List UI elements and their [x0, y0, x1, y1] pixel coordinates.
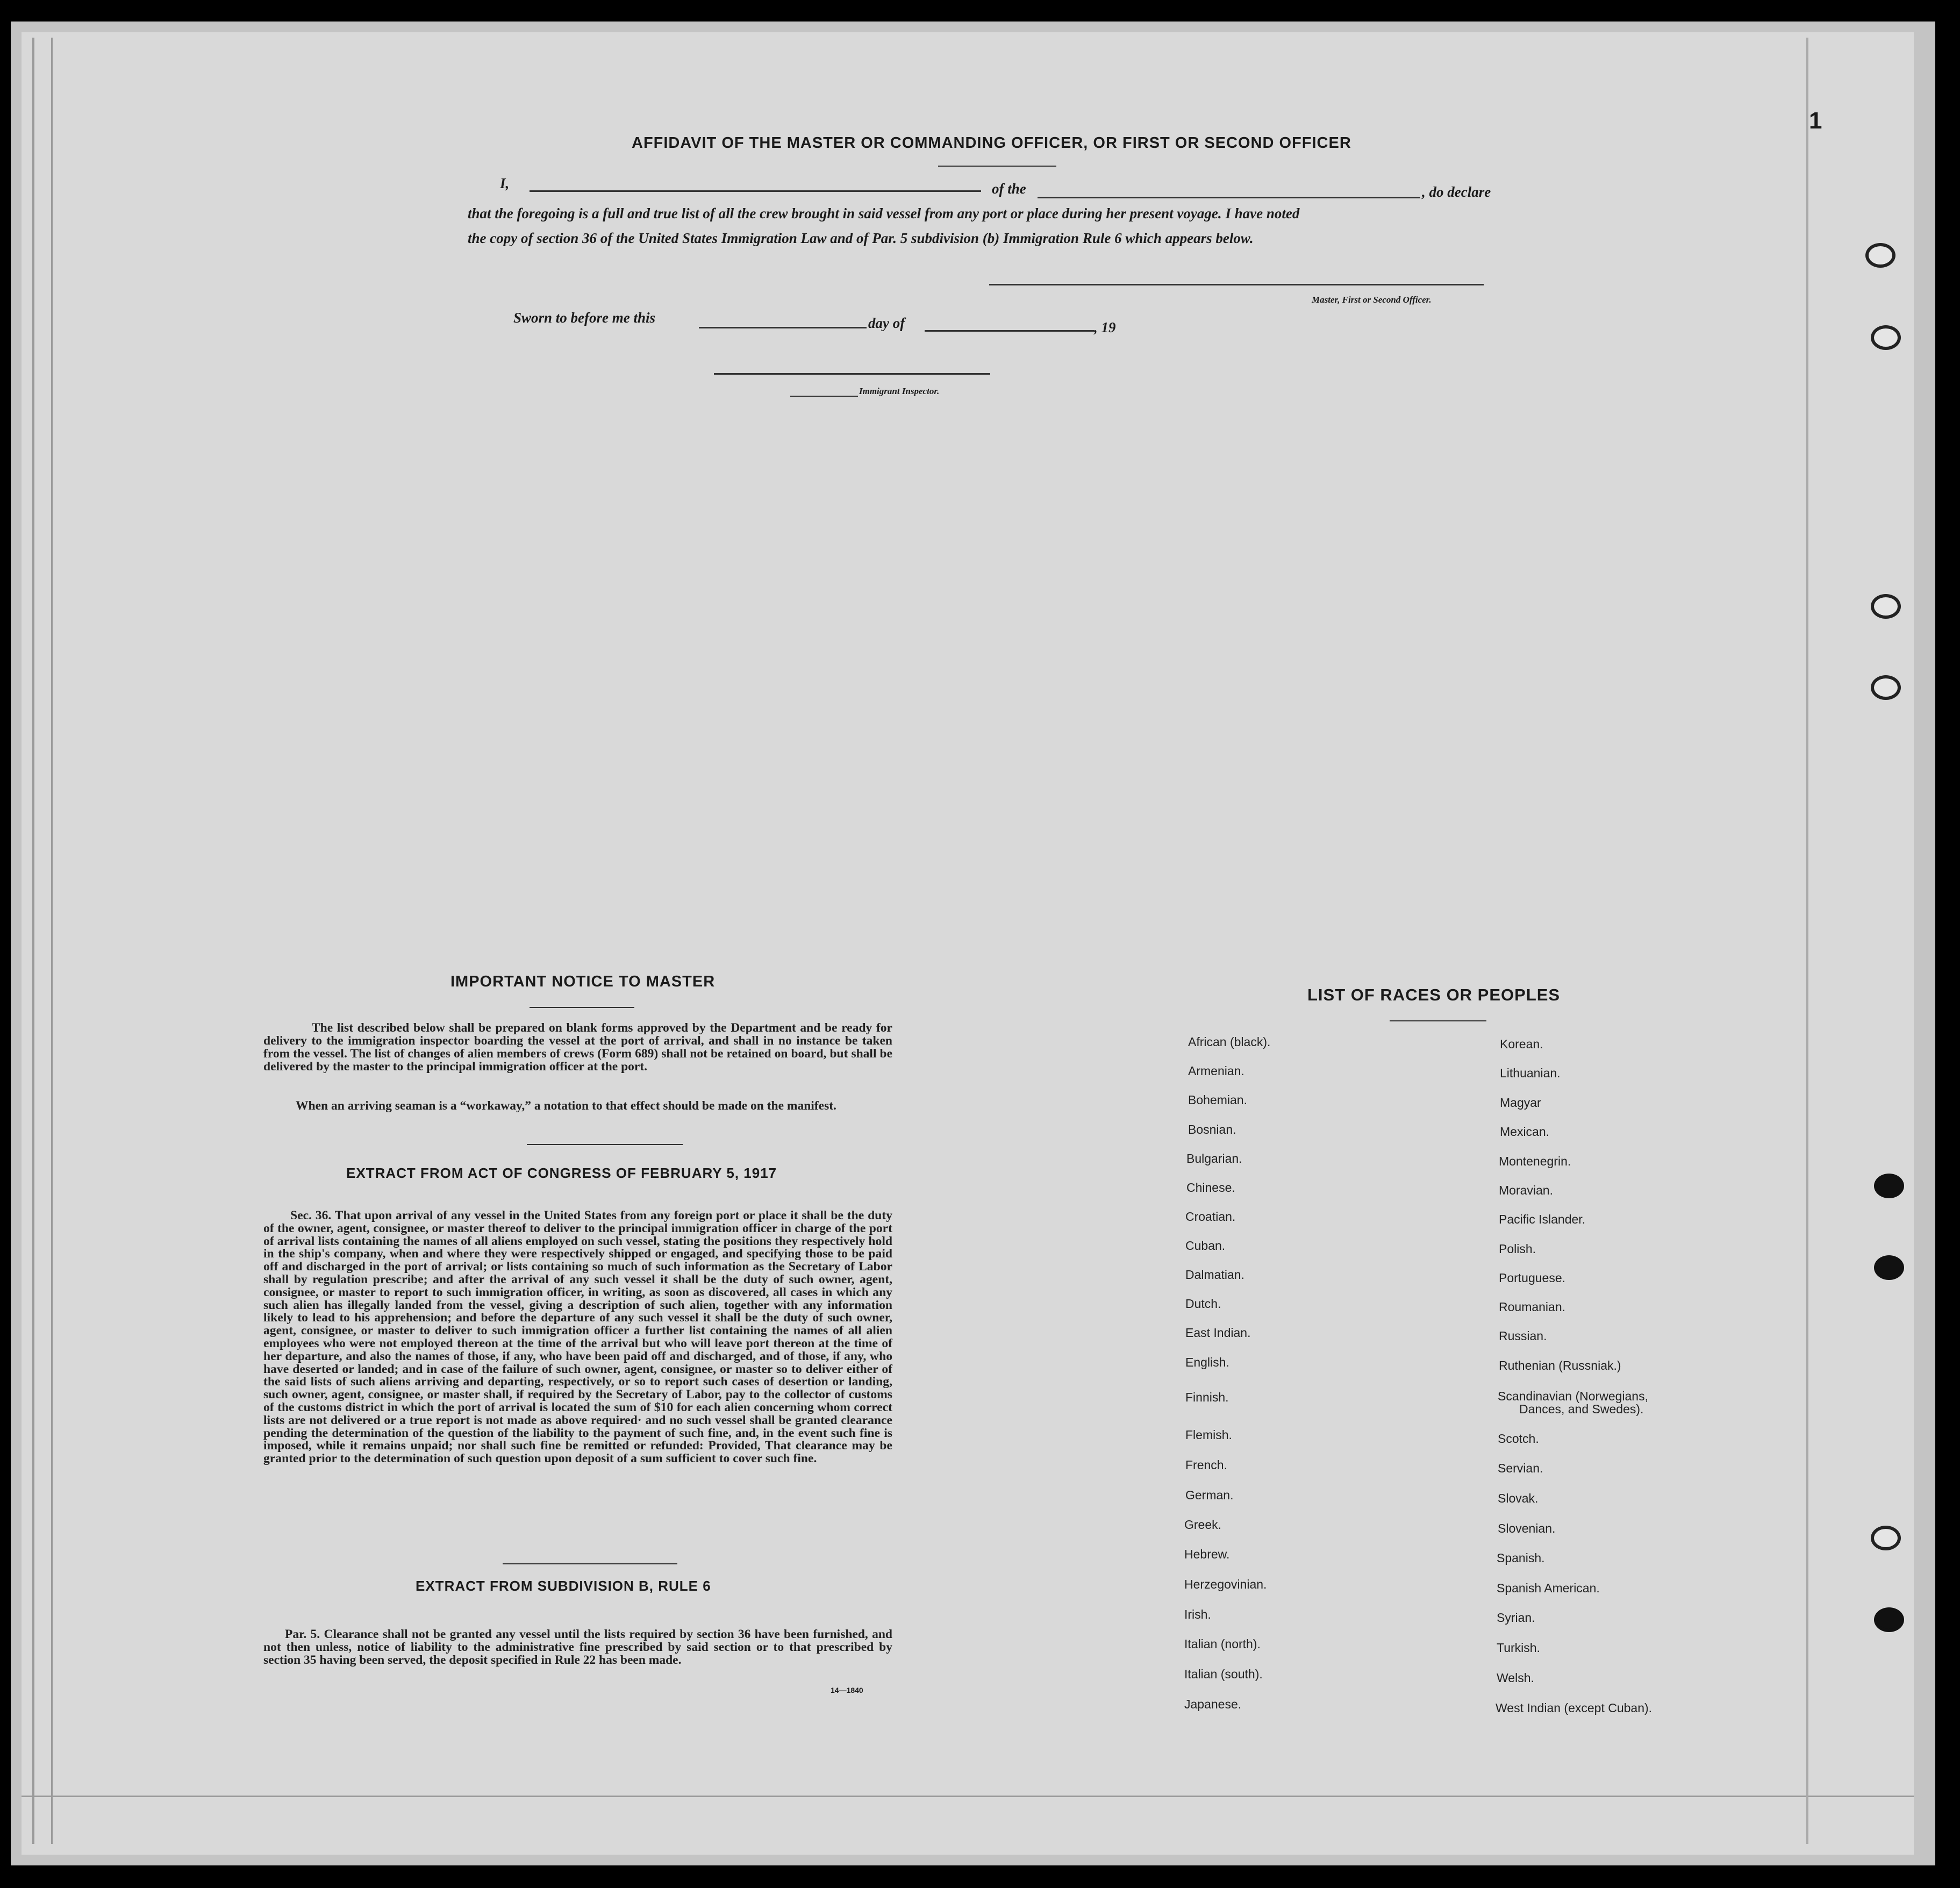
race-item-right: Spanish American.: [1497, 1581, 1600, 1595]
race-item-left: German.: [1185, 1488, 1234, 1502]
rule-extract-text: Par. 5. Clearance shall not be granted any vessel until the lists required by section 36 have been furnished, and not then unless, notice of liability to the administrative fine prescribed by said section or to that prescribed by section 35 having been served, the deposit specified in Rule 22 has been made.: [263, 1627, 892, 1667]
race-item-left: Croatian.: [1185, 1210, 1236, 1224]
punch-hole: [1871, 594, 1901, 619]
race-item-right: Montenegrin.: [1499, 1154, 1571, 1168]
act-extract-text: Sec. 36. That upon arrival of any vessel in the United States from any foreign port or place it shall be the duty of the owner, agent, consignee, or master thereof to deliver to the principal immigration officer in charge of the port of arrival lists containing the names of all aliens employed on such vessel, stating the positions they respectively hold in the ship's company, when and where they were respectively shipped or engaged, and specifying those to be paid off and discharged in the port of arrival; or lists containing so much of such information as the Secretary of Labor shall by regulation prescribe; and after the arrival of any such vessel it shall be the duty of such owner, agent, consignee, or master to report to such immigration officer, in writing, as soon as discovered, all cases in which any such alien has illegally landed from the vessel, giving a description of such alien, together with any information likely to lead to his apprehension; and before the departure of any such vessel it shall be the duty of such owner, agent, consignee, or master to deliver to such immigration officer a further list containing the names of all alien employees who were not employed thereon at the time of the arrival but who will leave port thereon at the time of her departure, and also the names of those, if any, who have been paid off and discharged, and of those, if any, who have deserted or landed; and in case of the failure of such owner, agent, consignee, or master so to deliver either of the said lists of such aliens arriving and departing, respectively, or so to report such cases of desertion or landing, such owner, agent, consignee, or master shall, if required by the Secretary of Labor, pay to the collector of customs of the customs district in which the port of arrival is located the sum of $10 for each alien concerning whom correct lists are not delivered or a true report is not made as above required· and no such vessel shall be granted clearance pending the determination of the question of the liability to the payment of such fine, and, in the event such fine is imposed, while it remains unpaid; nor shall such fine be remitted or refunded: Provided, That clearance may be granted prior to the determination of such question upon deposit of a sum sufficient to cover such fine.: [263, 1208, 892, 1466]
master-signature-label: Master, First or Second Officer.: [1312, 295, 1432, 305]
section-rule: [503, 1563, 677, 1564]
race-item-left: Irish.: [1184, 1607, 1211, 1621]
name-blank-line: [530, 190, 981, 192]
race-item-left: Dalmatian.: [1185, 1268, 1244, 1282]
affidavit-title: AFFIDAVIT OF THE MASTER OR COMMANDING OFFICER, OR FIRST OR SECOND OFFICER: [632, 134, 1351, 152]
race-item-right: Ruthenian (Russniak.): [1499, 1358, 1621, 1372]
race-item-right: Korean.: [1500, 1037, 1543, 1051]
race-item-left: Japanese.: [1184, 1697, 1242, 1711]
race-item-right: Scandinavian (Norwegians,: [1498, 1389, 1648, 1403]
page-mark: 1: [1809, 108, 1823, 134]
notice-paragraph-2: When an arriving seaman is a “workaway,” a notation to that effect should be made on the manifest.: [296, 1099, 836, 1113]
race-item-right: Dances, and Swedes).: [1519, 1402, 1644, 1416]
race-item-right: Pacific Islander.: [1499, 1212, 1586, 1226]
race-item-right: Polish.: [1499, 1242, 1536, 1256]
races-rule: [1390, 1020, 1486, 1021]
race-item-left: East Indian.: [1185, 1326, 1251, 1340]
race-item-left: Greek.: [1184, 1518, 1222, 1532]
race-item-left: Italian (north).: [1184, 1637, 1261, 1651]
races-title: LIST OF RACES OR PEOPLES: [1307, 985, 1561, 1004]
race-item-right: Moravian.: [1499, 1183, 1553, 1197]
sworn-prefix: Sworn to before me this: [513, 310, 656, 326]
race-item-right: Slovenian.: [1498, 1521, 1556, 1535]
master-signature-line: [989, 284, 1484, 285]
notice-paragraph-1: The list described below shall be prepared on blank forms approved by the Department and be ready for delivery to the immigration inspector boarding the vessel at the port of arrival, and shall in no instance be taken from the vessel. The list of changes of alien members of crews (Form 689) shall not be retained on board, but shall be delivered by the master to the principal immigration officer at the port.: [263, 1021, 892, 1074]
race-item-left: Bohemian.: [1188, 1093, 1247, 1107]
binding-edge-line: [51, 38, 53, 1844]
punch-hole: [1874, 1607, 1904, 1632]
race-item-left: Armenian.: [1188, 1064, 1244, 1078]
inspector-dash: [790, 396, 858, 397]
race-item-right: Scotch.: [1498, 1432, 1539, 1446]
document-page: [22, 32, 1914, 1855]
race-item-right: Spanish.: [1497, 1551, 1545, 1565]
vessel-blank-line: [1038, 197, 1420, 198]
race-item-left: Dutch.: [1185, 1297, 1221, 1311]
race-item-left: African (black).: [1188, 1035, 1271, 1049]
race-item-left: Cuban.: [1185, 1239, 1226, 1253]
race-item-left: Bosnian.: [1188, 1122, 1236, 1136]
race-item-right: Russian.: [1499, 1329, 1547, 1343]
race-item-left: Hebrew.: [1184, 1547, 1230, 1561]
sworn-year: , 19: [1094, 319, 1116, 335]
section-rule: [527, 1144, 683, 1145]
race-item-right: Mexican.: [1500, 1125, 1550, 1139]
binding-edge-line: [32, 38, 34, 1844]
race-item-left: French.: [1185, 1458, 1227, 1472]
race-item-right: Turkish.: [1497, 1641, 1540, 1655]
bottom-edge-line: [22, 1796, 1914, 1797]
inspector-label: Immigrant Inspector.: [859, 386, 940, 396]
form-number: 14—1840: [831, 1686, 863, 1694]
race-item-left: Chinese.: [1186, 1181, 1235, 1195]
race-item-right: Roumanian.: [1499, 1300, 1566, 1314]
race-item-right: Slovak.: [1498, 1491, 1539, 1505]
sworn-day-of: day of: [868, 315, 905, 331]
race-item-left: Bulgarian.: [1186, 1152, 1242, 1165]
title-rule: [938, 166, 1056, 167]
race-item-left: English.: [1185, 1355, 1229, 1369]
act-extract-title: EXTRACT FROM ACT OF CONGRESS OF FEBRUARY 5, 1917: [346, 1165, 777, 1181]
punch-hole: [1874, 1255, 1904, 1280]
race-item-right: West Indian (except Cuban).: [1496, 1701, 1653, 1715]
race-item-right: Servian.: [1498, 1461, 1543, 1475]
affidavit-line2: that the foregoing is a full and true list of all the crew brought in said vessel from any port or place during her present voyage. I have noted: [468, 205, 1300, 221]
punch-hole: [1865, 243, 1895, 268]
race-item-right: Welsh.: [1497, 1671, 1534, 1685]
punch-hole: [1871, 675, 1901, 700]
race-item-left: Italian (south).: [1184, 1667, 1263, 1681]
right-edge-line: [1806, 38, 1808, 1844]
notice-title: IMPORTANT NOTICE TO MASTER: [450, 973, 716, 990]
race-item-right: Magyar: [1500, 1096, 1541, 1110]
race-item-left: Herzegovinian.: [1184, 1577, 1267, 1591]
punch-hole: [1874, 1174, 1904, 1198]
punch-hole: [1871, 1526, 1901, 1550]
race-item-right: Syrian.: [1497, 1611, 1535, 1625]
race-item-right: Portuguese.: [1499, 1271, 1566, 1285]
punch-hole: [1871, 325, 1901, 350]
race-item-left: Flemish.: [1185, 1428, 1232, 1442]
race-item-right: Lithuanian.: [1500, 1066, 1561, 1080]
affidavit-declare: , do declare: [1422, 184, 1491, 200]
affidavit-line3: the copy of section 36 of the United States Immigration Law and of Par. 5 subdivision (b) Immigration Rule 6 which appears below.: [468, 230, 1254, 246]
sworn-month-line: [925, 330, 1094, 332]
notice-rule: [530, 1007, 634, 1008]
rule-extract-title: EXTRACT FROM SUBDIVISION B, RULE 6: [416, 1578, 711, 1594]
sworn-day-line: [699, 327, 867, 328]
race-item-left: Finnish.: [1185, 1390, 1229, 1404]
affidavit-i: I,: [500, 175, 510, 191]
affidavit-of-the: of the: [992, 181, 1026, 197]
inspector-signature-line: [714, 373, 990, 375]
